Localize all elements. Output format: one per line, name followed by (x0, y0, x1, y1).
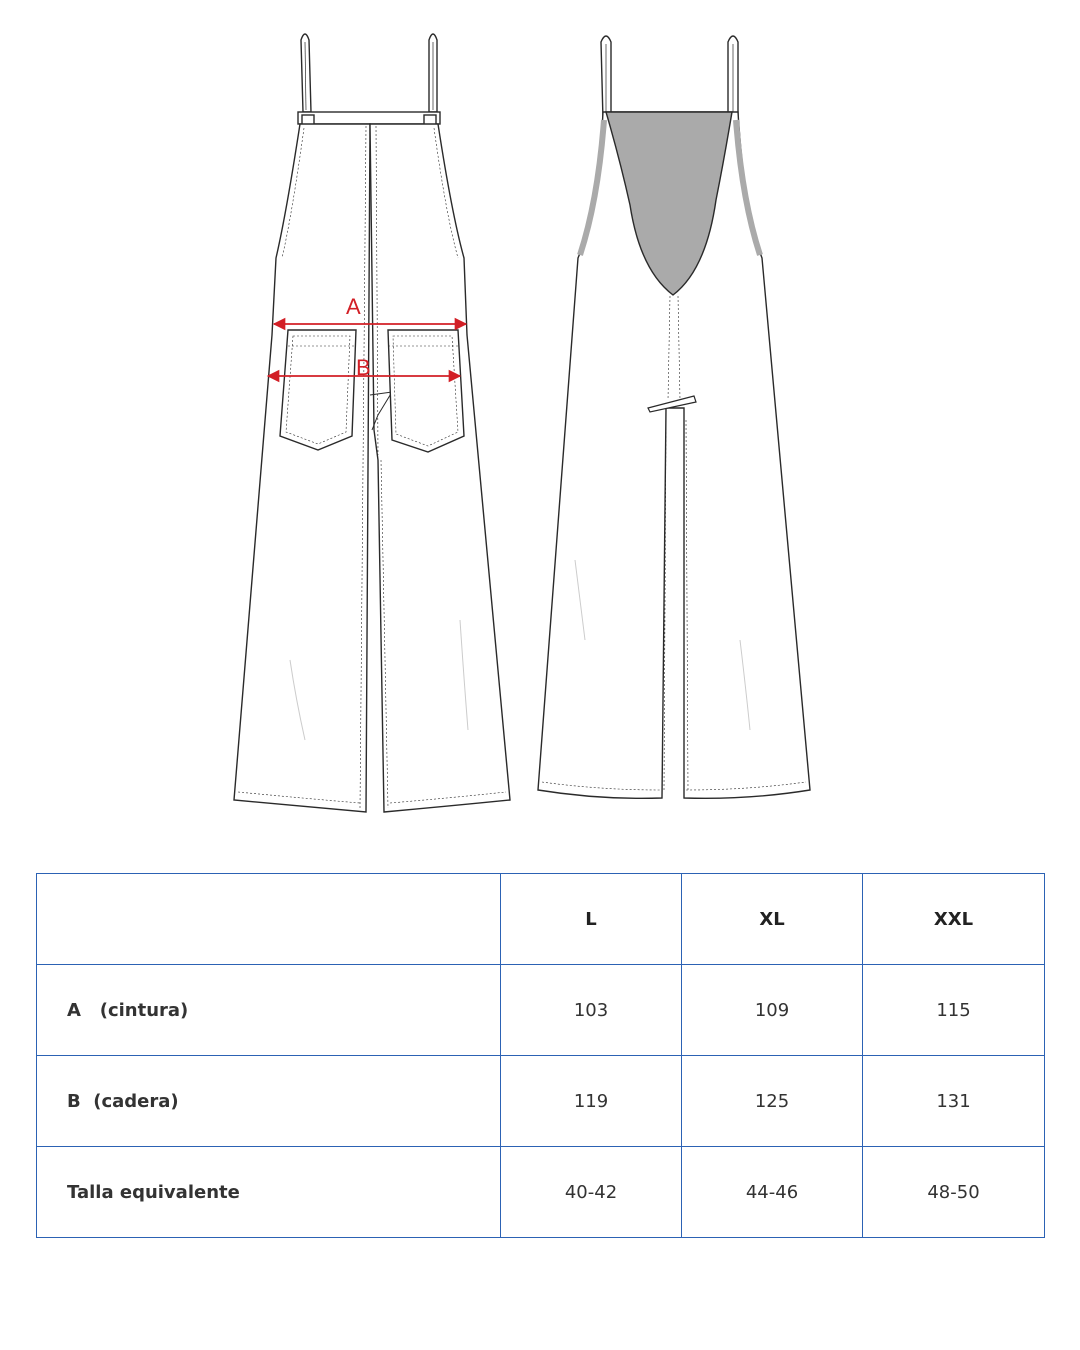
table-row (37, 965, 1045, 1056)
back-strap-left (601, 36, 611, 120)
front-view (234, 34, 510, 812)
row-label-a: A (cintura) (37, 965, 501, 1056)
table-cell: 48-50 (863, 1147, 1045, 1238)
measurement-a-label: A (346, 294, 361, 319)
front-left-panel (234, 124, 370, 812)
table-cell: 40-42 (501, 1147, 682, 1238)
front-strap-left (301, 34, 311, 112)
table-cell: 115 (863, 965, 1045, 1056)
front-strap-right (429, 34, 437, 112)
row-label-b: B (cadera) (37, 1056, 501, 1147)
size-table-header-l: L (501, 874, 682, 965)
table-cell: 44-46 (682, 1147, 863, 1238)
table-cell: 119 (501, 1056, 682, 1147)
front-pocket-left (280, 330, 356, 450)
table-cell: 103 (501, 965, 682, 1056)
size-table (36, 873, 1045, 1238)
measurement-b-label: B (356, 355, 371, 380)
table-row (37, 1056, 1045, 1147)
size-table-header-xl: XL (682, 874, 863, 965)
size-table-header-xxl: XXL (863, 874, 1045, 965)
size-table-header-empty (37, 874, 501, 965)
front-right-panel (370, 124, 510, 812)
table-cell: 131 (863, 1056, 1045, 1147)
back-strap-right (728, 36, 738, 120)
row-label-equivalent-size: Talla equivalente (37, 1147, 501, 1238)
table-row (37, 1147, 1045, 1238)
table-cell: 109 (682, 965, 863, 1056)
front-pocket-right (388, 330, 464, 452)
table-cell: 125 (682, 1056, 863, 1147)
back-view (538, 36, 810, 798)
front-bib-band (298, 112, 440, 124)
size-table-header-row (37, 874, 1045, 965)
